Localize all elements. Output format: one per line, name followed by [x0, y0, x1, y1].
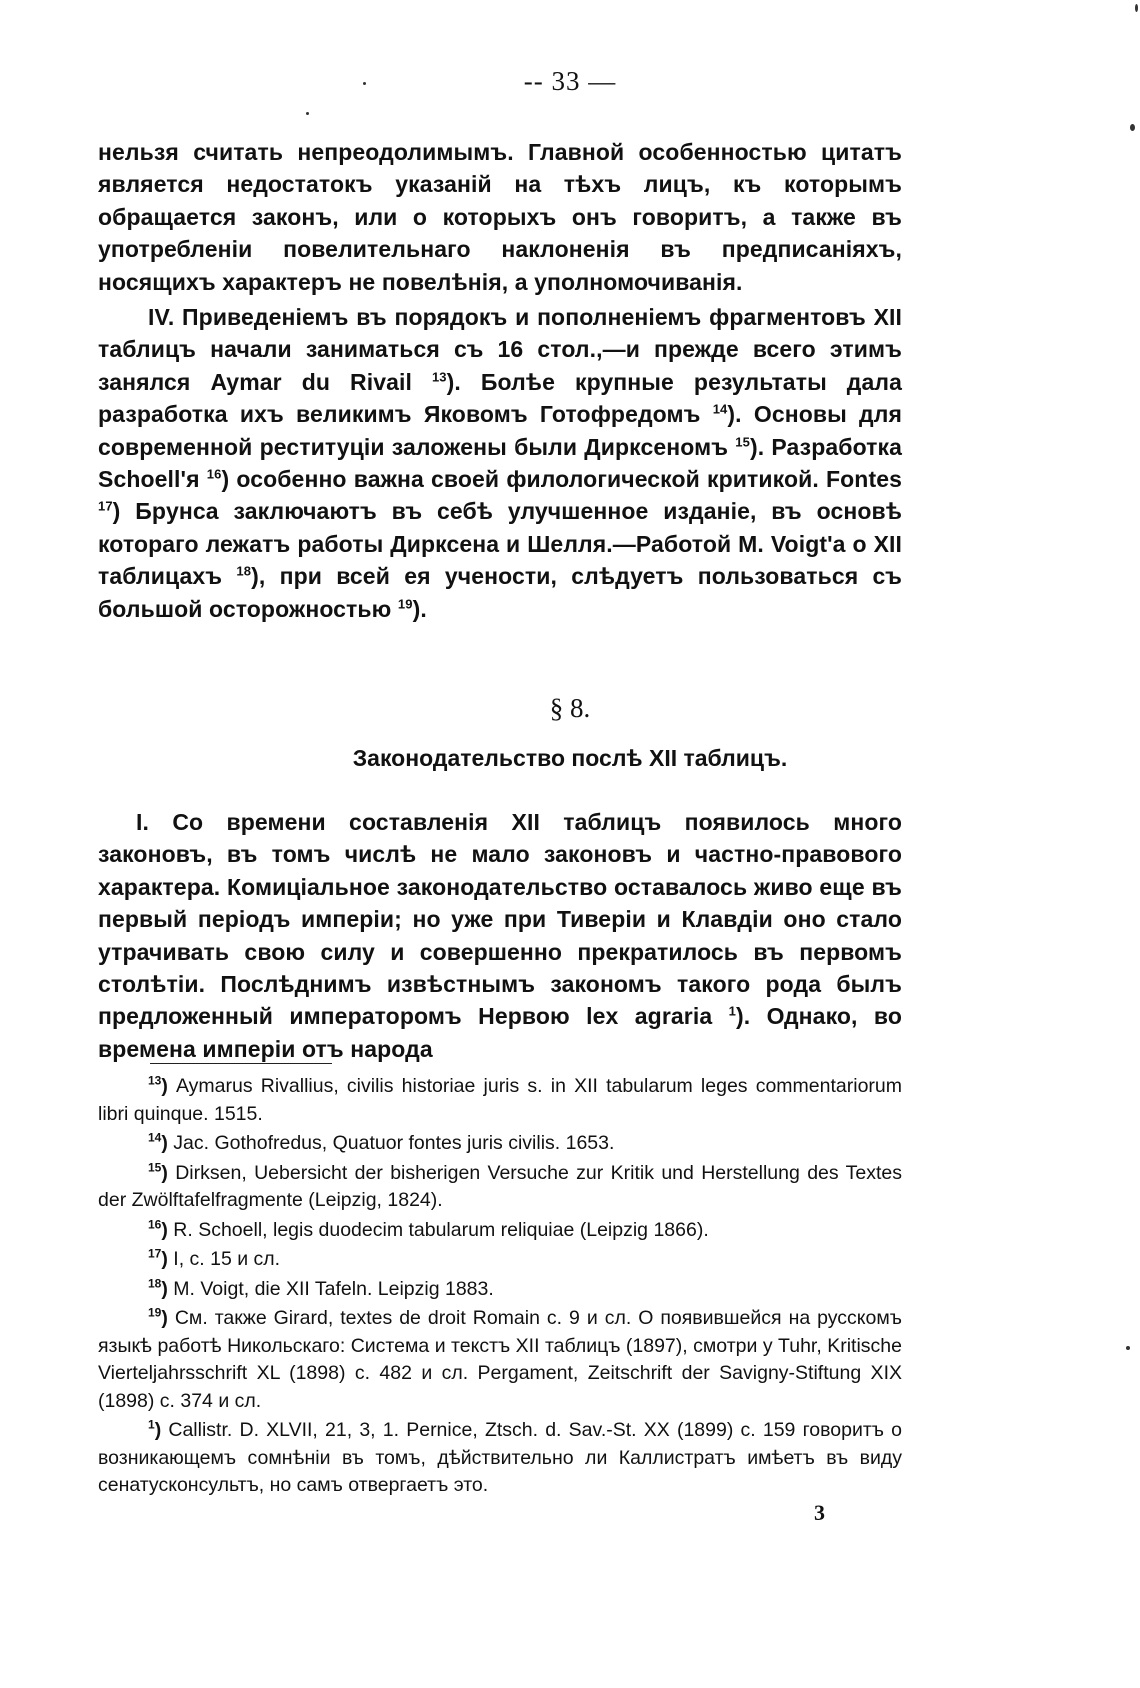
p2-text-c: ). Разработка Schoell'я [98, 433, 903, 493]
scan-speck [1135, 4, 1138, 12]
footnote-mark: 18 [148, 1276, 162, 1290]
p2-lead: IV. Приведеніемъ въ порядокъ и пополненіемъ фрагментовъ XII таблицъ начали заниматься съ 16 стол.,—и прежде всего этимъ занялся Aymar du Rivail [98, 304, 902, 395]
footnote-text: См. также Girard, textes de droit Romain c. 9 и сл. О появившейся на русскомъ языкѣ работѣ Никольскаго: Система и текстъ XII таблицъ (1897), смотри у Tuhr, Kritische Vierteljahrsschrift XL (1898) c. 482 и сл. Pergament, Zeitschrift der Savigny-Stiftung XIX (1898) c. 374 и сл. [98, 1307, 902, 1412]
p3-text-b: ). Однако, во времена имперіи отъ народа [98, 1003, 902, 1062]
footnote-19: $^{19}$) См. также Girard, textes de droit Romain c. 9 и сл. О появившейся на русскомъ языкѣ работѣ Никольскаго: Система и текстъ XII таблицъ (1897), смотри у Tuhr, Kritische Vierteljahrsschrift XL (1898) c. 482 и сл. Pergament, Zeitschrift der Savigny-Stiftung XIX (1898) c. 374 и сл. [98, 1305, 902, 1412]
p2-text-b: ). Основы для современной реституціи заложены были Дирксеномъ [98, 401, 902, 460]
footnote-text: M. Voigt, die XII Tafeln. Leipzig 1883. [173, 1277, 494, 1300]
p2-text-f: ), при всей ея учености, слѣдуетъ пользоваться съ большой осторожностью [98, 563, 902, 622]
footnote-17: $^{17}$) I, c. 15 и сл. [148, 1246, 281, 1270]
footnote-ref-18: 18 [236, 563, 252, 579]
footnote-mark: 14 [148, 1130, 162, 1145]
footnote-ref-1: 1 [728, 1003, 736, 1019]
footnote-separator [150, 1063, 332, 1064]
scan-speck [1126, 1346, 1130, 1350]
footnote-ref-14: 14 [712, 401, 728, 417]
printer-signature: 3 [814, 1500, 825, 1525]
footnote-text: Callistr. D. XLVII, 21, 3, 1. Pernice, Ztsch. d. Sav.-St. XX (1899) c. 159 говоритъ о возникающемъ сомнѣніи въ томъ, дѣйствительно ли Каллистратъ имѣетъ въ виду сенатусконсультъ, но самъ отвергаетъ это. [98, 1419, 902, 1496]
section-title: Законодательство послѣ XII таблицъ. [352, 745, 788, 771]
footnotes [98, 1073, 902, 1502]
footnote-14: $^{14}$) Jac. Gothofredus, Quatuor fontes juris civilis. 1653. [148, 1130, 615, 1154]
footnote-1: $^1$) Callistr. D. XLVII, 21, 3, 1. Pernice, Ztsch. d. Sav.-St. XX (1899) c. 159 говоритъ о возникающемъ сомнѣніи въ томъ, дѣйствительно ли Каллистратъ имѣетъ въ виду сенатусконсультъ, но самъ отвергаетъ это. [98, 1417, 902, 1496]
footnote-text: Dirksen, Uebersicht der bisherigen Versuche zur Kritik und Herstellung des Textes der Zwölftafelfragmente (Leipzig, 1824). [98, 1161, 902, 1211]
footnote-16: $^{16}$) R. Schoell, legis duodecim tabularum reliquiae (Leipzig 1866). [148, 1217, 709, 1241]
footnote-text: Aymarus Rivallius, civilis historiae juris s. in XII tabularum leges commentariorum libri quinque. 1515. [98, 1075, 902, 1125]
page-number: -- 33 — [523, 66, 617, 96]
footnote-ref-13: 13 [431, 369, 447, 385]
scan-speck [363, 82, 366, 85]
paragraph-i [98, 806, 902, 1065]
p2-text-d: ) особенно важна своей филологической критикой. Fontes [221, 466, 902, 493]
p3-text-a: I. Со времени составленія XII таблицъ появилось много законовъ, въ томъ числѣ не мало законовъ и частно-правового характера. Комиціальное законодательство оставалось живо еще въ первый періодъ имперіи; но уже при Тиверіи и Клавдіи оно стало утрачивать свою силу и совершенно прекратилось въ первомъ столѣтіи. Послѣднимъ извѣстнымъ закономъ такого рода былъ предложенный императоромъ Нервою lex agraria [98, 809, 902, 1030]
footnote-mark: 17 [148, 1246, 162, 1261]
footnote-mark: 1 [148, 1417, 155, 1432]
p2-text-e: ) Бpyнca заключаютъ въ себѣ улучшенное изданіе, въ основѣ котораго лежатъ работы Дирксена и Шелля.—Работой M. Voigt'a о XII таблицахъ [98, 498, 902, 590]
footnote-15: $^{15}$) Dirksen, Uebersicht der bisherigen Versuche zur Kritik und Herstellung des Textes der Zwölftafelfragmente (Leipzig, 1824). [98, 1160, 902, 1211]
footnote-text: R. Schoell, legis duodecim tabularum reliquiae (Leipzig 1866). [173, 1218, 709, 1241]
p2-text-a: ). Болѣе крупные результаты дала разработка ихъ великимъ Яковомъ Готофредомъ [98, 368, 902, 428]
scan-speck [1130, 124, 1135, 131]
footnote-13: $^{13}$) Aymarus Rivallius, civilis historiae juris s. in XII tabularum leges commentariorum libri quinque. 1515. [98, 1073, 902, 1125]
footnote-ref-15: 15 [735, 433, 750, 449]
footnote-text: I, c. 15 и сл. [173, 1248, 281, 1270]
p2-text-g: ). [412, 595, 427, 622]
footnote-18: $^{18}$) M. Voigt, die XII Tafeln. Leipzig 1883. [148, 1276, 494, 1300]
footnote-mark: 13 [148, 1073, 162, 1088]
footnote-ref-19: 19 [397, 596, 413, 611]
footnote-mark: 16 [148, 1217, 162, 1231]
paragraph-iv [98, 301, 902, 625]
footnote-text: Jac. Gothofredus, Quatuor fontes juris civilis. 1653. [173, 1132, 615, 1154]
paragraph-continuation: нельзя считать непреодолимымъ. Главной особенностью цитатъ является недостатокъ указаній на тѣхъ лицъ, къ которымъ обращается законъ, или о которыхъ онъ говоритъ, а также въ употребленіи повелительнаго наклоненія въ предписаніяхъ, носящихъ характеръ не повелѣнія, а уполномочиванія. [98, 139, 902, 295]
footnote-mark: 15 [148, 1160, 162, 1174]
section-number: § 8. [549, 693, 591, 723]
footnote-ref-16: 16 [206, 466, 222, 482]
scan-speck [306, 112, 309, 115]
footnote-mark: 19 [148, 1305, 162, 1320]
footnote-ref-17: 17 [98, 498, 113, 514]
